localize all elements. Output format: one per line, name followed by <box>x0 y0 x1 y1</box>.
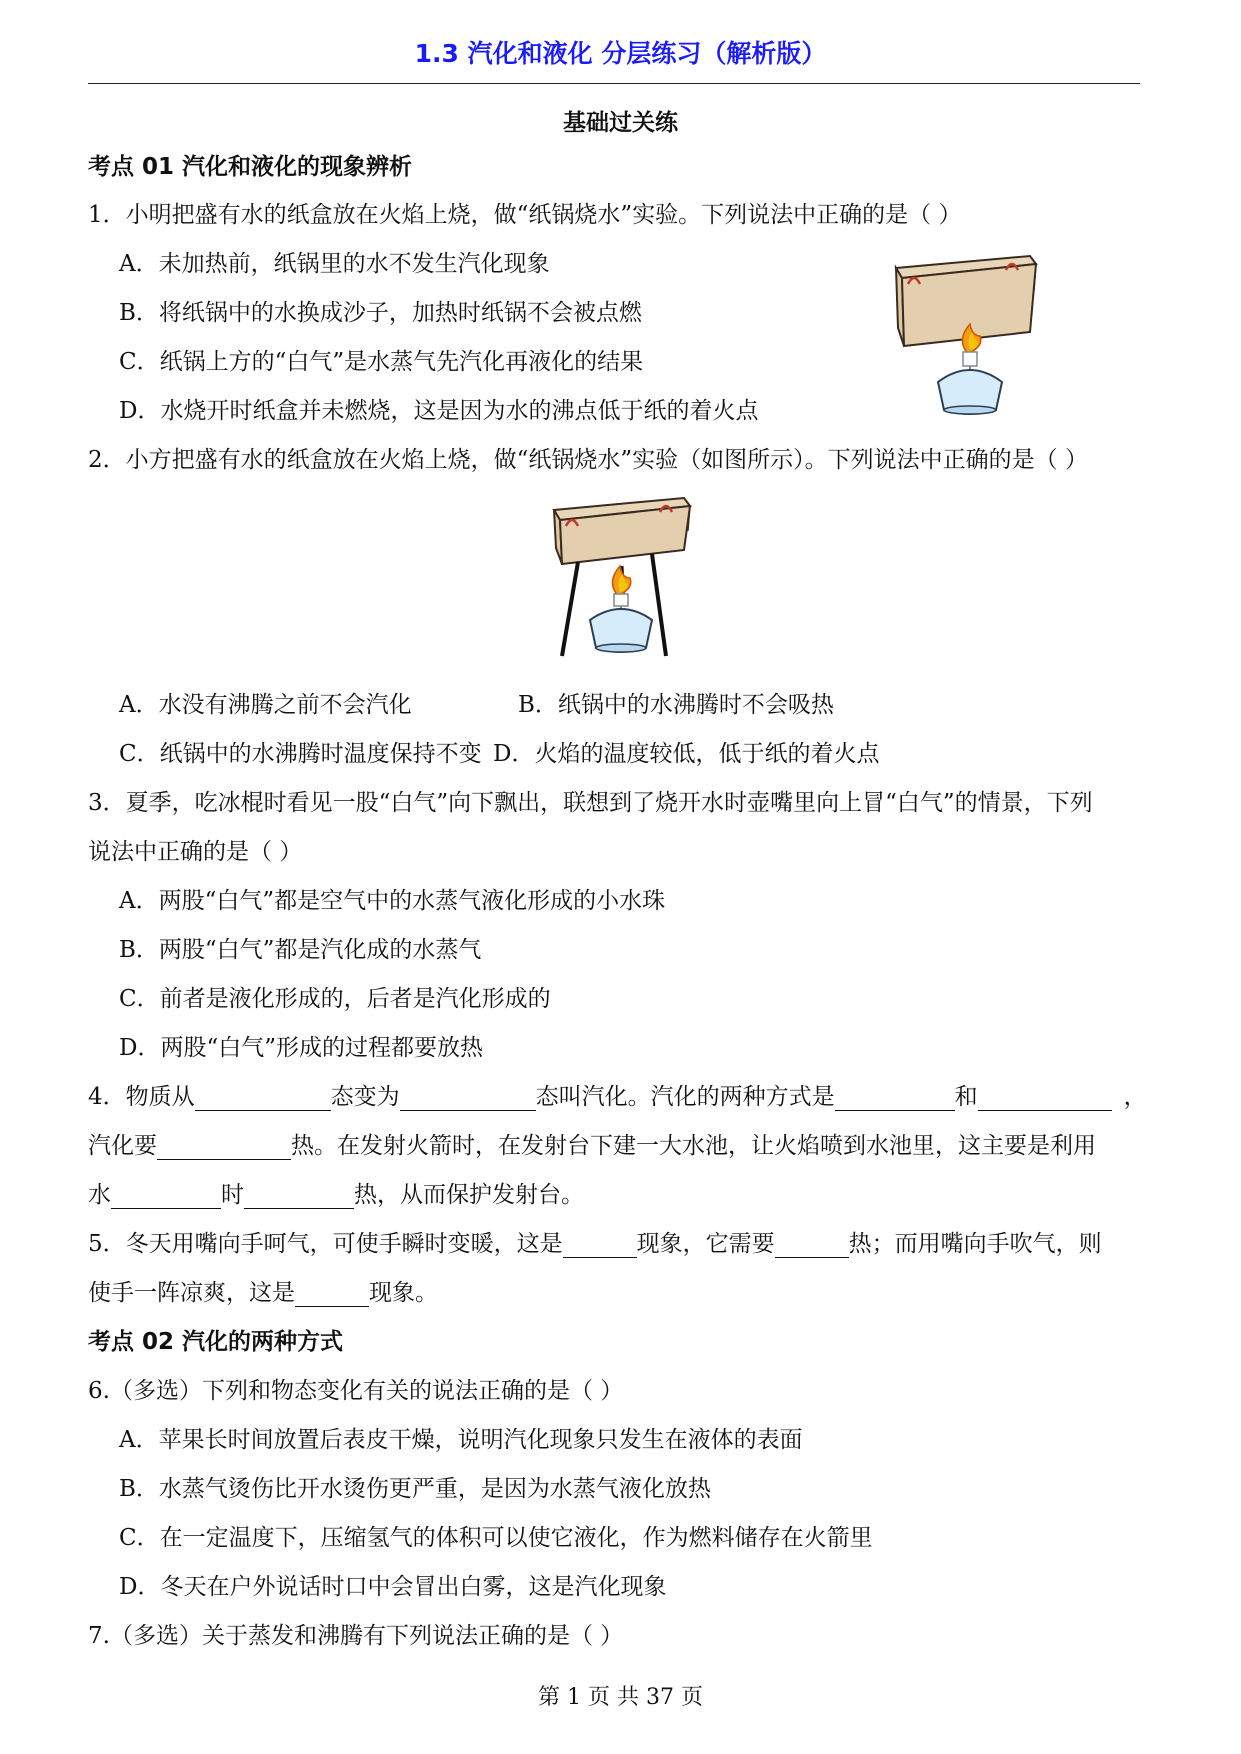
q1-option-d: D．水烧开时纸盒并未燃烧，这是因为水的沸点低于纸的着火点 <box>119 398 759 424</box>
section-title: 基础过关练 <box>563 110 678 136</box>
q3-option-b: B．两股“白气”都是汽化成的水蒸气 <box>119 937 482 963</box>
page-number: 第 1 页 共 37 页 <box>538 1685 703 1710</box>
q5-text: 5．冬天用嘴向手呵气，可使手瞬时变暖，这是 <box>88 1231 563 1257</box>
answer-blank[interactable] <box>195 1086 331 1111</box>
q3-stem-line1: 3．夏季，吃冰棍时看见一股“白气”向下飘出，联想到了烧开水时壶嘴里向上冒“白气”的情景，下列 <box>88 790 1093 816</box>
answer-blank[interactable] <box>295 1282 369 1307</box>
q4-text: ， <box>1123 1084 1147 1110</box>
q4-text: 和 <box>954 1084 978 1110</box>
answer-blank[interactable] <box>400 1086 536 1111</box>
q3-option-a: A．两股“白气”都是空气中的水蒸气液化形成的小水珠 <box>119 888 666 914</box>
q3-stem-line2: 说法中正确的是（ ） <box>88 839 303 865</box>
q6-option-d: D．冬天在户外说话时口中会冒出白雾，这是汽化现象 <box>119 1574 667 1600</box>
q3-option-d: D．两股“白气”形成的过程都要放热 <box>119 1035 483 1061</box>
answer-blank[interactable] <box>157 1135 291 1160</box>
q4-text: 热，从而保护发射台。 <box>354 1182 584 1208</box>
q5-line1 <box>88 1225 1102 1258</box>
q5-text: 现象。 <box>369 1280 438 1306</box>
q7-stem: 7.（多选）关于蒸发和沸腾有下列说法正确的是（ ） <box>88 1623 624 1649</box>
q4-text: 汽化要 <box>88 1133 157 1159</box>
q1-option-a: A．未加热前，纸锅里的水不发生汽化现象 <box>119 251 550 277</box>
answer-blank[interactable] <box>835 1086 955 1111</box>
q4-text: 态叫汽化。汽化的两种方式是 <box>535 1084 835 1110</box>
q4-line1 <box>88 1078 1147 1111</box>
page-title: 1.3 汽化和液化 分层练习（解析版） <box>414 39 827 68</box>
q4-line3 <box>88 1176 584 1209</box>
q3-option-c: C．前者是液化形成的，后者是汽化形成的 <box>119 986 551 1012</box>
q5-line2 <box>88 1274 438 1307</box>
q1-option-b: B．将纸锅中的水换成沙子，加热时纸锅不会被点燃 <box>119 300 642 326</box>
q2-option-d: D．火焰的温度较低，低于纸的着火点 <box>493 741 880 767</box>
q2-option-a: A．水没有沸腾之前不会汽化 <box>119 692 412 718</box>
q5-text: 热；而用嘴向手吹气，则 <box>848 1231 1102 1257</box>
header-rule <box>88 83 1140 84</box>
q5-text: 现象，它需要 <box>636 1231 775 1257</box>
answer-blank[interactable] <box>111 1184 221 1209</box>
q4-text: 热。在发射火箭时，在发射台下建一大水池，让火焰喷到水池里，这主要是利用 <box>291 1133 1096 1159</box>
q2-option-c: C．纸锅中的水沸腾时温度保持不变 <box>119 741 482 767</box>
q4-text: 4．物质从 <box>88 1084 195 1110</box>
q1-stem: 1．小明把盛有水的纸盒放在火焰上烧，做“纸锅烧水”实验。下列说法中正确的是（ ） <box>88 202 962 228</box>
answer-blank[interactable] <box>563 1233 637 1258</box>
paper-pot-figure-1 <box>890 254 1040 420</box>
answer-blank[interactable] <box>244 1184 354 1209</box>
answer-blank[interactable] <box>978 1086 1112 1111</box>
paper-pot-figure-2 <box>548 496 694 662</box>
q4-text: 水 <box>88 1182 111 1208</box>
q2-stem: 2．小方把盛有水的纸盒放在火焰上烧，做“纸锅烧水”实验（如图所示）。下列说法中正确的是（ ） <box>88 447 1088 473</box>
q4-text: 时 <box>221 1182 244 1208</box>
kaodian-02: 考点 02 汽化的两种方式 <box>88 1329 344 1355</box>
q6-option-c: C．在一定温度下，压缩氢气的体积可以使它液化，作为燃料储存在火箭里 <box>119 1525 873 1551</box>
q1-option-c: C．纸锅上方的“白气”是水蒸气先汽化再液化的结果 <box>119 349 644 375</box>
q4-line2 <box>88 1127 1096 1160</box>
q6-stem: 6.（多选）下列和物态变化有关的说法正确的是（ ） <box>88 1378 624 1404</box>
q2-option-b: B．纸锅中的水沸腾时不会吸热 <box>518 692 834 718</box>
answer-blank[interactable] <box>775 1233 849 1258</box>
q4-text: 态变为 <box>330 1084 400 1110</box>
q6-option-a: A．苹果长时间放置后表皮干燥，说明汽化现象只发生在液体的表面 <box>119 1427 803 1453</box>
q5-text: 使手一阵凉爽，这是 <box>88 1280 295 1306</box>
kaodian-01: 考点 01 汽化和液化的现象辨析 <box>88 154 413 180</box>
q6-option-b: B．水蒸气烫伤比开水烫伤更严重，是因为水蒸气液化放热 <box>119 1476 711 1502</box>
